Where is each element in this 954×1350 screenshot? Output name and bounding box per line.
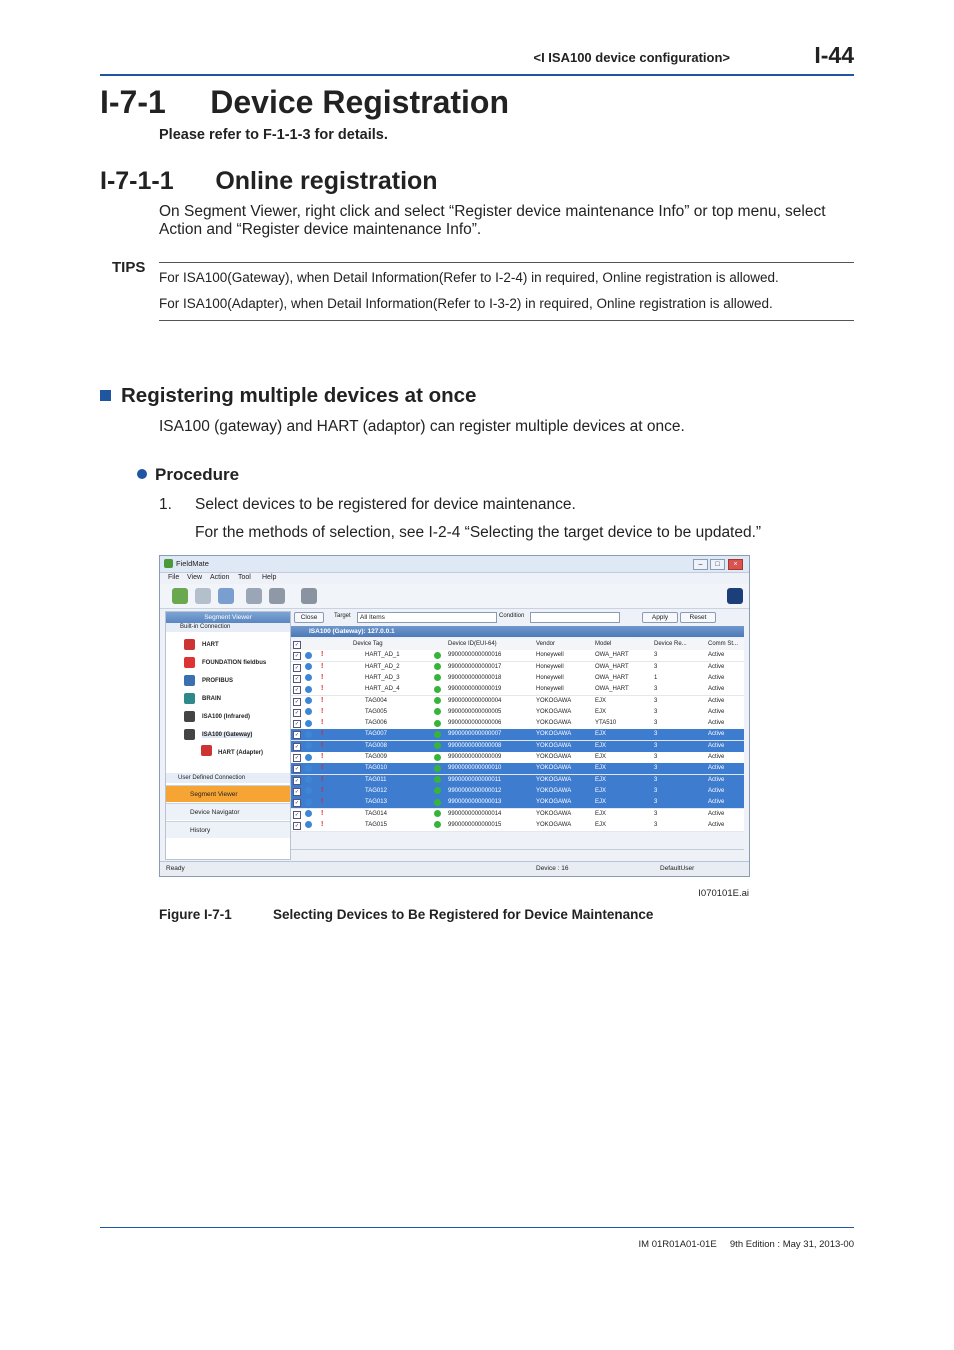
alert-icon: !	[321, 786, 324, 794]
cell-id: 9900000000000014	[448, 810, 502, 817]
status-ok-icon	[305, 652, 312, 659]
table-row[interactable]	[291, 729, 744, 741]
user-defined-connection[interactable]: User Defined Connection	[166, 773, 290, 783]
row-checkbox[interactable]: ✓	[294, 721, 300, 728]
isa100-infrared-icon	[184, 711, 195, 722]
alert-icon: !	[321, 696, 324, 704]
status-ok-icon	[305, 674, 312, 681]
cell-model: EJX	[595, 754, 607, 760]
alert-icon: !	[321, 775, 324, 783]
footer-rule	[100, 1227, 854, 1228]
cell-status: Active	[708, 810, 725, 817]
cell-status: Active	[708, 776, 725, 783]
cell-vendor: YOKOGAWA	[536, 821, 572, 828]
cell-model: EJX	[595, 765, 607, 772]
cell-model: EJX	[595, 697, 607, 704]
cell-vendor: YOKOGAWA	[536, 742, 572, 749]
comm-led-icon	[434, 731, 441, 738]
cell-rev: 3	[654, 686, 658, 693]
alert-icon: !	[321, 798, 324, 806]
footer-doc-number: IM 01R01A01-01E	[638, 1239, 717, 1250]
condition-select[interactable]	[530, 612, 620, 623]
cell-vendor: Honeywell	[536, 663, 564, 670]
target-label: Target	[334, 613, 351, 619]
row-checkbox[interactable]: ✓	[294, 675, 300, 682]
cell-id: 9900000000000009	[448, 754, 502, 760]
subsection-title	[100, 167, 438, 196]
table-row[interactable]	[291, 696, 744, 708]
cell-id: 9900000000000004	[448, 697, 502, 704]
cell-model: EJX	[595, 799, 607, 806]
hart-icon	[184, 639, 195, 650]
cell-id: 9900000000000012	[448, 787, 502, 794]
cell-id: 9900000000000007	[448, 731, 502, 738]
menu-bar	[160, 573, 749, 583]
cell-model: OWA_HART	[595, 652, 629, 659]
cell-rev: 3	[654, 821, 658, 828]
table-row[interactable]	[291, 650, 744, 662]
subsection-title-text: Online registration	[215, 167, 438, 195]
step-1-note: For the methods of selection, see I-2-4 “Selecting the target device to be updated.”	[195, 524, 762, 541]
cell-vendor: YOKOGAWA	[536, 799, 572, 806]
isa100-gateway-icon	[184, 729, 195, 740]
cell-status: Active	[708, 652, 725, 659]
row-checkbox[interactable]: ✓	[294, 664, 300, 671]
row-checkbox[interactable]: ✓	[294, 732, 300, 739]
device-list-pane	[291, 609, 744, 859]
toolbar	[160, 584, 749, 609]
row-checkbox[interactable]: ✓	[294, 743, 300, 750]
table-row[interactable]	[291, 820, 744, 832]
cell-vendor: YOKOGAWA	[536, 731, 572, 738]
cell-tag: TAG012	[365, 787, 387, 794]
col-device-rev[interactable]: Device Re...	[654, 641, 687, 647]
cell-rev: 3	[654, 697, 658, 704]
cell-tag: TAG014	[365, 810, 387, 817]
alert-icon: !	[321, 673, 324, 681]
comm-led-icon	[434, 765, 441, 772]
brain-icon	[184, 693, 195, 704]
cell-rev: 3	[654, 799, 658, 806]
cell-id: 9900000000000018	[448, 674, 502, 681]
status-ready: Ready	[166, 865, 185, 872]
cell-model: EJX	[595, 731, 607, 738]
row-checkbox[interactable]: ✓	[294, 766, 300, 773]
comm-led-icon	[434, 754, 441, 761]
fieldmate-window	[159, 555, 750, 877]
cell-status: Active	[708, 821, 725, 828]
tree-foundation-fieldbus[interactable]: FOUNDATION fieldbus	[202, 660, 267, 666]
table-row[interactable]	[291, 809, 744, 821]
cell-status: Active	[708, 686, 725, 693]
cell-vendor: Honeywell	[536, 686, 564, 693]
comm-led-icon	[434, 708, 441, 715]
table-row[interactable]	[291, 786, 744, 798]
table-row[interactable]	[291, 797, 744, 809]
status-ok-icon	[305, 810, 312, 817]
figure-code: I070101E.ai	[698, 888, 749, 899]
table-row[interactable]	[291, 707, 744, 719]
status-ok-icon	[305, 765, 312, 772]
status-ok-icon	[305, 754, 312, 761]
close-button[interactable]: Close	[294, 612, 324, 623]
section-number: I-7-1	[100, 84, 166, 120]
row-checkbox[interactable]: ✓	[294, 788, 300, 795]
status-device-count: Device : 16	[536, 865, 569, 872]
tip-item: For ISA100(Adapter), when Detail Information(Refer to I-3-2) in required, Online registration is allowed.	[159, 296, 773, 311]
table-row[interactable]	[291, 662, 744, 674]
procedure-heading: Procedure	[137, 465, 239, 485]
cell-tag: TAG009	[365, 754, 387, 760]
alert-icon: !	[321, 753, 324, 760]
multiple-devices-paragraph: ISA100 (gateway) and HART (adaptor) can register multiple devices at once.	[159, 418, 685, 435]
target-select[interactable]: All Items	[357, 612, 497, 623]
menu-tool[interactable]: Tool	[238, 574, 251, 581]
schedule-icon[interactable]	[218, 588, 234, 604]
status-ok-icon	[305, 742, 312, 749]
col-comm-status[interactable]: Comm St...	[708, 641, 739, 647]
row-checkbox[interactable]: ✓	[294, 687, 300, 694]
window-title: FieldMate	[176, 559, 209, 568]
cell-status: Active	[708, 742, 725, 749]
cell-status: Active	[708, 720, 725, 727]
close-window-button[interactable]: ×	[728, 559, 743, 570]
table-row[interactable]	[291, 673, 744, 685]
cell-status: Active	[708, 754, 725, 760]
alert-icon: !	[321, 764, 324, 772]
cell-id: 9900000000000005	[448, 708, 502, 715]
alert-icon: !	[321, 741, 324, 749]
table-row[interactable]	[291, 718, 744, 730]
row-checkbox[interactable]: ✓	[294, 822, 300, 829]
cell-rev: 3	[654, 652, 658, 659]
cell-rev: 3	[654, 720, 658, 727]
menu-action[interactable]: Action	[210, 574, 230, 581]
footer-edition: 9th Edition : May 31, 2013-00	[729, 1239, 854, 1250]
refer-note: Please refer to F-1-1-3 for details.	[159, 127, 388, 143]
cell-id: 9900000000000006	[448, 720, 502, 727]
alert-icon: !	[321, 685, 324, 693]
figure-caption-text: Selecting Devices to Be Registered for Device Maintenance	[273, 907, 654, 922]
comm-led-icon	[434, 674, 441, 681]
online-registration-paragraph: On Segment Viewer, right click and select “Register device maintenance Info” or top menu, select Action and “Register device maintenance Info”.	[159, 203, 826, 238]
cell-id: 9900000000000019	[448, 686, 502, 693]
row-checkbox[interactable]: ✓	[294, 698, 300, 705]
cell-rev: 3	[654, 708, 658, 715]
profibus-icon	[184, 675, 195, 686]
cell-model: OWA_HART	[595, 674, 629, 681]
status-ok-icon	[305, 821, 312, 828]
status-user: DefaultUser	[660, 865, 695, 872]
cell-tag: TAG006	[365, 720, 387, 727]
select-all-checkbox[interactable]: ✓	[294, 642, 300, 648]
status-ok-icon	[305, 787, 312, 794]
window-list-icon[interactable]	[727, 588, 743, 604]
cell-id: 9900000000000015	[448, 821, 502, 828]
tree-isa100-infrared[interactable]: ISA100 (Infrared)	[202, 714, 251, 720]
cell-tag: HART_AD_1	[365, 652, 400, 659]
comm-led-icon	[434, 776, 441, 783]
cell-id: 9900000000000017	[448, 663, 502, 670]
connect-icon[interactable]	[269, 588, 285, 604]
grid-header-row	[291, 639, 744, 651]
section-title-text: Device Registration	[210, 84, 510, 120]
status-ok-icon	[305, 720, 312, 727]
running-header: <I ISA100 device configuration>	[533, 50, 730, 65]
maximize-button[interactable]: □	[710, 559, 725, 570]
col-vendor[interactable]: Vendor	[536, 641, 556, 647]
cell-model: OWA_HART	[595, 663, 629, 670]
alert-icon: !	[321, 662, 324, 670]
comm-led-icon	[434, 799, 441, 806]
cell-status: Active	[708, 799, 725, 806]
cell-rev: 3	[654, 742, 658, 749]
status-ok-icon	[305, 663, 312, 670]
cell-rev: 3	[654, 765, 658, 772]
cell-model: EJX	[595, 787, 607, 794]
alert-icon: !	[321, 719, 324, 727]
menu-view[interactable]: View	[187, 574, 203, 581]
segment-viewer-header: Segment Viewer	[166, 612, 290, 623]
comm-led-icon	[434, 742, 441, 749]
builtin-connection-label: Built-in Connection	[166, 623, 290, 632]
subsection-number: I-7-1-1	[100, 167, 174, 195]
comm-led-icon	[434, 720, 441, 727]
minimize-button[interactable]: –	[693, 559, 708, 570]
cell-tag: TAG011	[365, 776, 387, 783]
cell-rev: 3	[654, 731, 658, 738]
cell-status: Active	[708, 731, 725, 738]
status-ok-icon	[305, 776, 312, 783]
tree-brain[interactable]: BRAIN	[202, 696, 221, 702]
cell-model: EJX	[595, 742, 607, 749]
cell-model: EJX	[595, 810, 607, 817]
comm-led-icon	[434, 697, 441, 704]
cell-model: OWA_HART	[595, 686, 629, 693]
fieldbus-icon	[184, 657, 195, 668]
status-bar	[160, 861, 749, 876]
alert-icon: !	[321, 730, 324, 738]
cell-rev: 3	[654, 663, 658, 670]
cell-status: Active	[708, 708, 725, 715]
cell-tag: HART_AD_2	[365, 663, 400, 670]
cell-rev: 1	[654, 674, 658, 681]
status-ok-icon	[305, 799, 312, 806]
cell-rev: 3	[654, 776, 658, 783]
filter-bar	[291, 609, 744, 625]
nav-device-navigator[interactable]: Device Navigator	[166, 803, 290, 820]
table-row[interactable]	[291, 741, 744, 753]
alert-icon: !	[321, 809, 324, 817]
cell-id: 9900000000000008	[448, 742, 502, 749]
cell-status: Active	[708, 787, 725, 794]
tree-hart-adapter[interactable]: HART (Adapter)	[218, 750, 263, 756]
nav-history[interactable]: History	[166, 821, 290, 838]
footer	[639, 1239, 854, 1250]
cell-vendor: YOKOGAWA	[536, 697, 572, 704]
tips-bottom-rule	[159, 320, 854, 321]
fieldmate-app-icon	[164, 559, 173, 568]
status-ok-icon	[305, 708, 312, 715]
segment-viewer-panel	[165, 611, 291, 860]
cell-id: 9900000000000010	[448, 765, 502, 772]
cell-tag: TAG013	[365, 799, 387, 806]
cell-vendor: YOKOGAWA	[536, 754, 572, 760]
tips-top-rule	[159, 262, 854, 263]
section-title	[100, 84, 509, 121]
status-ok-icon	[305, 731, 312, 738]
header-rule	[100, 74, 854, 76]
status-ok-icon	[305, 697, 312, 704]
alert-icon: !	[321, 651, 324, 659]
cell-tag: TAG004	[365, 697, 387, 704]
cell-id: 9900000000000016	[448, 652, 502, 659]
row-checkbox[interactable]: ✓	[294, 800, 300, 807]
row-checkbox[interactable]: ✓	[294, 653, 300, 660]
hart-adapter-icon	[201, 745, 212, 756]
cell-vendor: YOKOGAWA	[536, 765, 572, 772]
apply-button[interactable]: Apply	[642, 612, 678, 623]
cell-rev: 3	[654, 754, 658, 760]
col-device-id[interactable]: Device ID(EUI-64)	[448, 641, 497, 647]
figure-label: Figure I-7-1	[159, 907, 232, 922]
cell-status: Active	[708, 697, 725, 704]
comm-led-icon	[434, 810, 441, 817]
cell-model: YTA510	[595, 720, 617, 727]
cell-rev: 3	[654, 787, 658, 794]
cell-status: Active	[708, 674, 725, 681]
nav-segment-viewer[interactable]: Segment Viewer	[166, 785, 290, 802]
round-bullet-icon	[137, 469, 147, 479]
table-row[interactable]	[291, 752, 744, 764]
delete-icon[interactable]	[195, 588, 211, 604]
cell-tag: TAG005	[365, 708, 387, 715]
menu-help[interactable]: Help	[262, 574, 277, 581]
cell-model: EJX	[595, 821, 607, 828]
col-model[interactable]: Model	[595, 641, 612, 647]
cell-vendor: Honeywell	[536, 674, 564, 681]
comm-led-icon	[434, 686, 441, 693]
window-titlebar	[160, 556, 749, 573]
step-1: 1. Select devices to be registered for device maintenance.	[159, 496, 576, 513]
cell-tag: TAG015	[365, 821, 387, 828]
row-checkbox[interactable]: ✓	[294, 777, 300, 784]
condition-label: Condition	[499, 613, 525, 619]
gateway-bar: ISA100 (Gateway): 127.0.0.1	[291, 626, 744, 637]
cell-tag: TAG008	[365, 742, 387, 749]
comm-led-icon	[434, 787, 441, 794]
figure-caption	[159, 907, 654, 922]
user-icon[interactable]	[301, 588, 317, 604]
cell-status: Active	[708, 765, 725, 772]
row-checkbox[interactable]: ✓	[294, 709, 300, 716]
horizontal-scrollbar[interactable]	[291, 849, 744, 859]
cell-vendor: Honeywell	[536, 652, 564, 659]
cell-rev: 3	[654, 810, 658, 817]
cell-vendor: YOKOGAWA	[536, 787, 572, 794]
col-device-tag[interactable]: Device Tag	[353, 641, 383, 647]
menu-file[interactable]: File	[168, 574, 180, 581]
status-ok-icon	[305, 686, 312, 693]
cell-tag: HART_AD_3	[365, 674, 400, 681]
tree-profibus[interactable]: PROFIBUS	[202, 678, 234, 684]
row-checkbox[interactable]: ✓	[294, 811, 300, 818]
table-row[interactable]	[291, 684, 744, 696]
square-bullet-icon	[100, 390, 111, 401]
cell-vendor: YOKOGAWA	[536, 810, 572, 817]
cell-status: Active	[708, 663, 725, 670]
heading-multiple-devices: Registering multiple devices at once	[100, 384, 476, 408]
comm-led-icon	[434, 652, 441, 659]
table-row[interactable]	[291, 775, 744, 787]
reset-button[interactable]: Reset	[680, 612, 716, 623]
alert-icon: !	[321, 707, 324, 715]
comm-led-icon	[434, 821, 441, 828]
cell-id: 9900000000000013	[448, 799, 502, 806]
cell-tag: TAG010	[365, 765, 387, 772]
tree-hart[interactable]: HART	[202, 642, 219, 648]
cell-tag: HART_AD_4	[365, 686, 400, 693]
cell-tag: TAG007	[365, 731, 387, 738]
table-row[interactable]	[291, 763, 744, 775]
register-icon[interactable]	[172, 588, 188, 604]
cell-id: 9900000000000011	[448, 776, 501, 783]
search-device-icon[interactable]	[246, 588, 262, 604]
tips-label: TIPS	[112, 259, 146, 276]
cell-model: EJX	[595, 776, 607, 783]
cell-vendor: YOKOGAWA	[536, 720, 572, 727]
tree-isa100-gateway[interactable]: ISA100 (Gateway)	[202, 732, 253, 738]
cell-model: EJX	[595, 708, 607, 715]
comm-led-icon	[434, 663, 441, 670]
row-checkbox[interactable]: ✓	[294, 755, 300, 761]
alert-icon: !	[321, 820, 324, 828]
tip-item: For ISA100(Gateway), when Detail Information(Refer to I-2-4) in required, Online registration is allowed.	[159, 270, 779, 285]
cell-vendor: YOKOGAWA	[536, 776, 572, 783]
page-number: I-44	[814, 42, 854, 68]
cell-vendor: YOKOGAWA	[536, 708, 572, 715]
